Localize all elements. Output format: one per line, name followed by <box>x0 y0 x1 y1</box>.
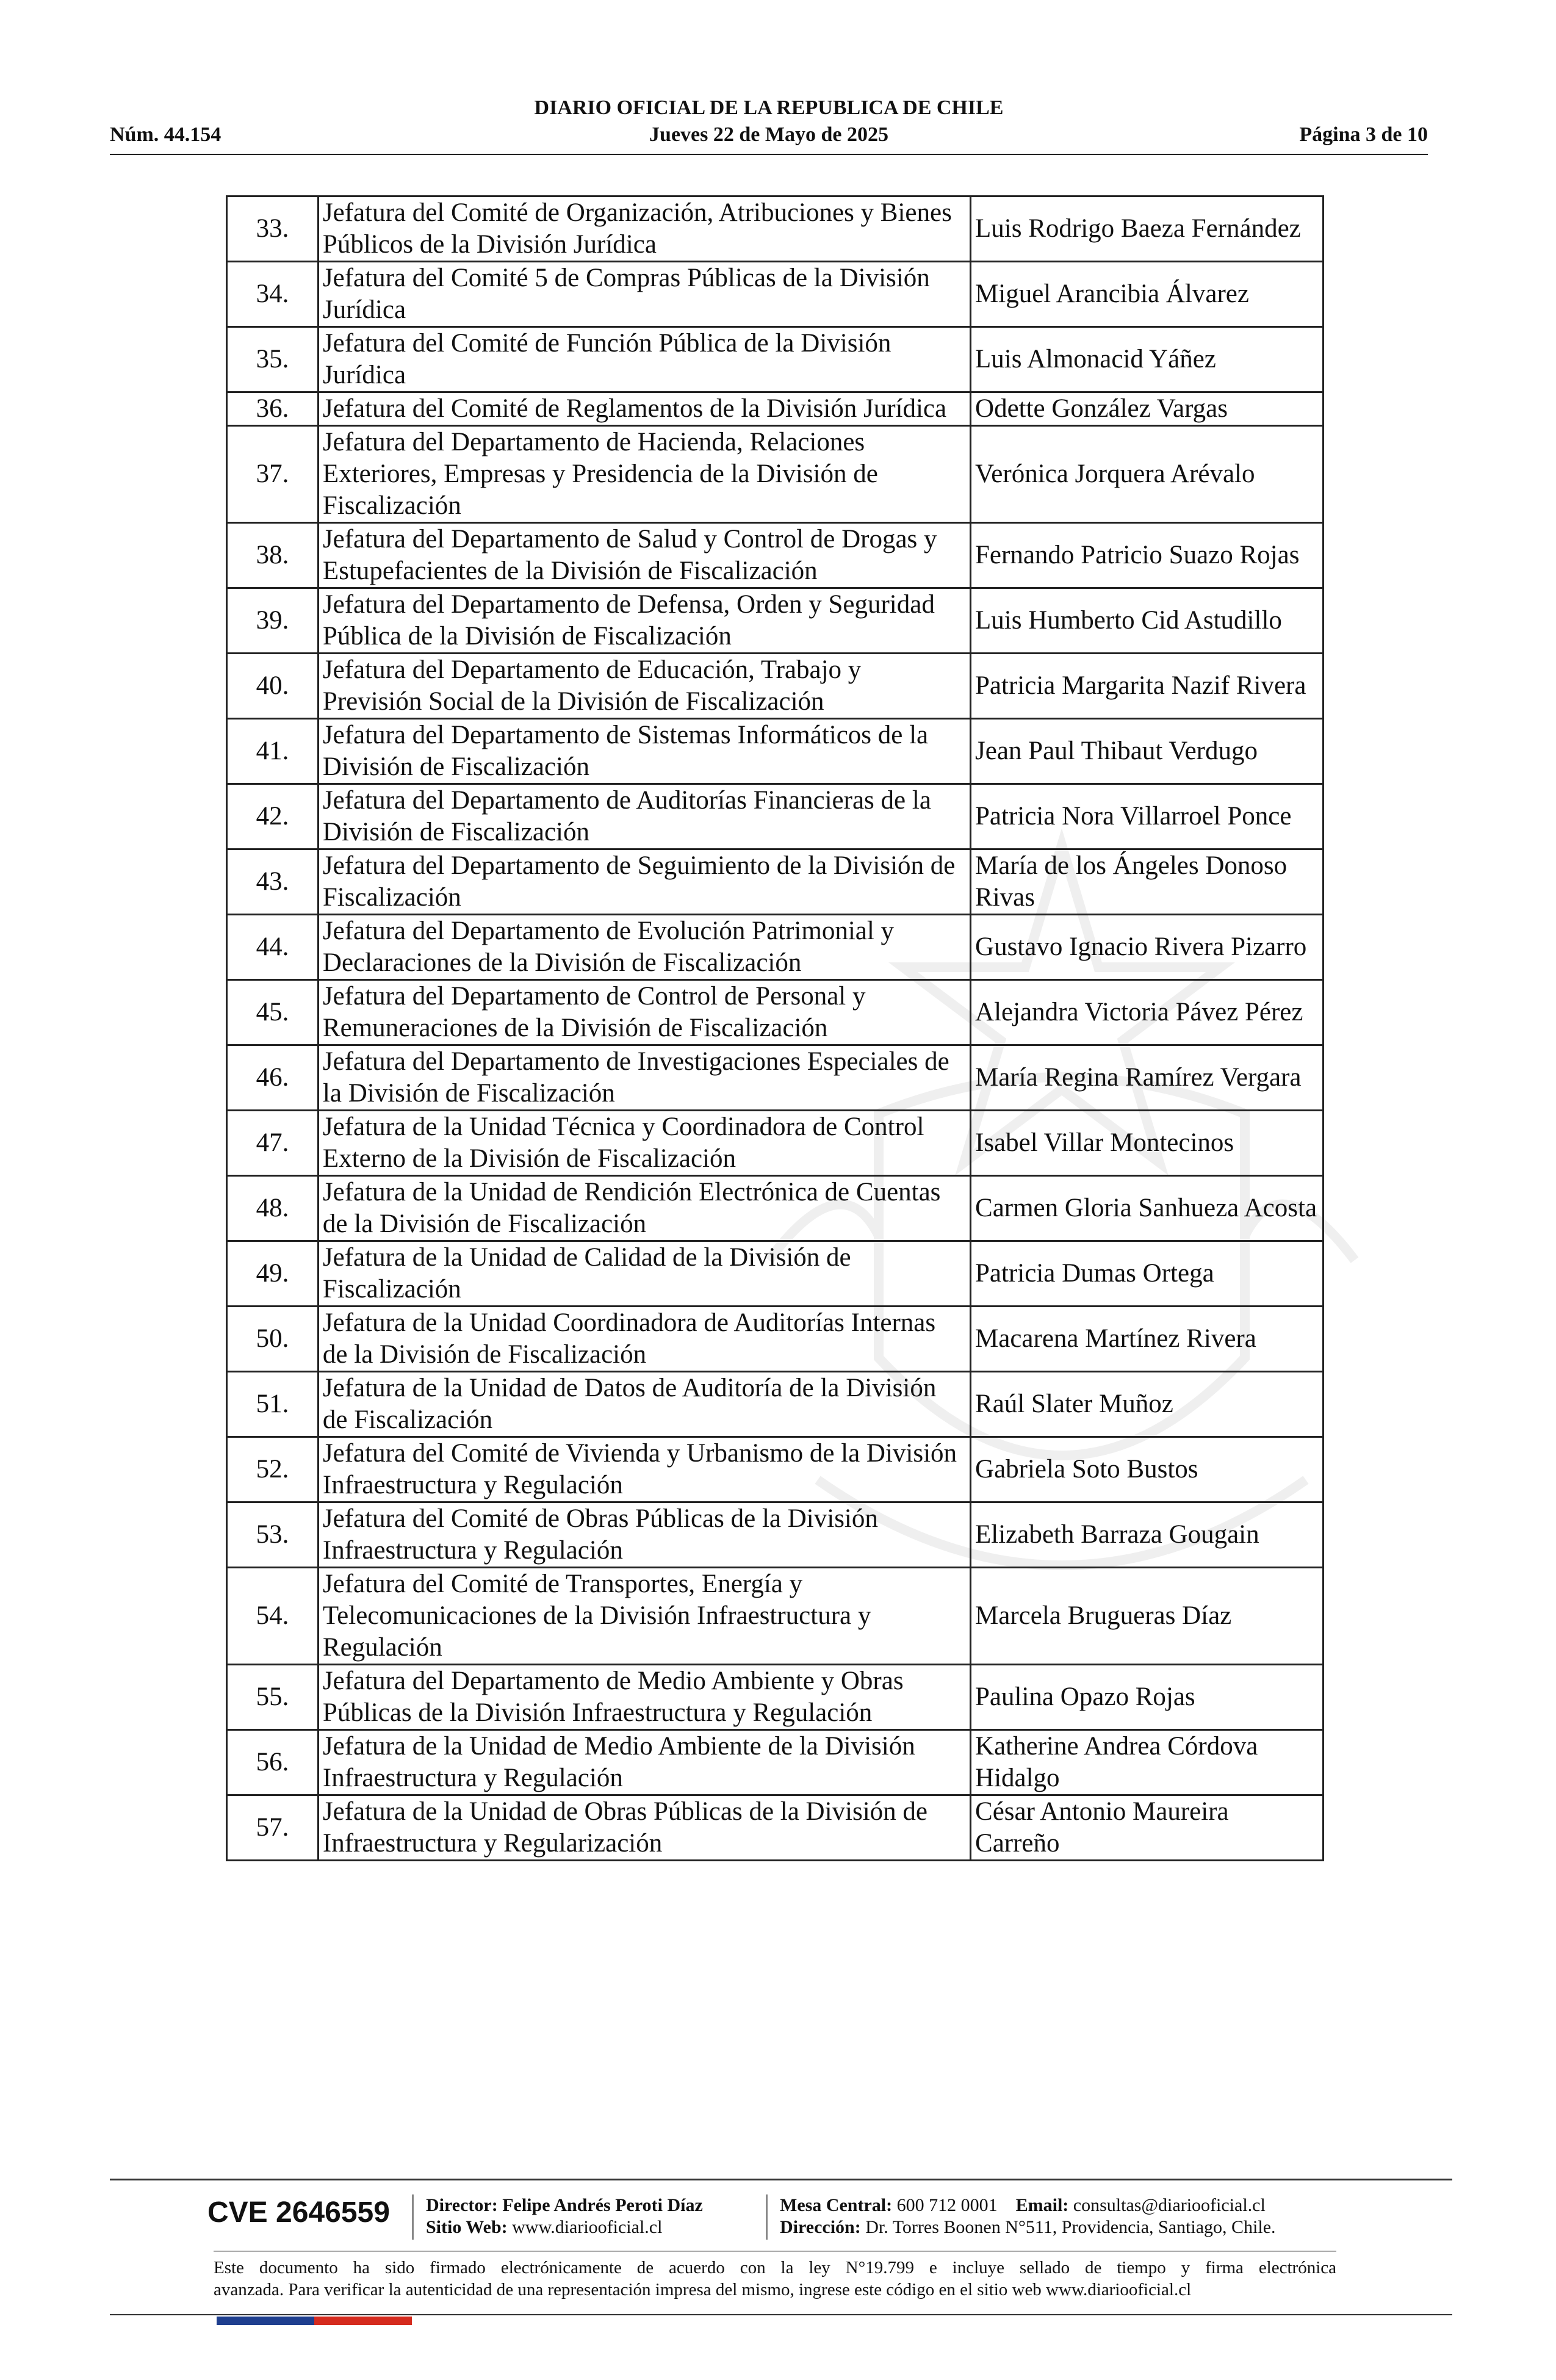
office-title: Jefatura del Departamento de Salud y Control de Drogas y Estupefacientes de la División de Fiscalización <box>318 523 970 588</box>
table-row <box>227 197 1324 262</box>
appointee-name: Fernando Patricio Suazo Rojas <box>971 523 1324 588</box>
office-title: Jefatura del Comité 5 de Compras Públicas de la División Jurídica <box>318 262 970 327</box>
page-indicator: Página 3 de 10 <box>1299 123 1428 146</box>
appointments-table-body <box>227 197 1324 1861</box>
address-text: Dr. Torres Boonen N°511, Providencia, Santiago, Chile. <box>865 2217 1276 2237</box>
office-title: Jefatura del Departamento de Defensa, Orden y Seguridad Pública de la División de Fiscalización <box>318 588 970 654</box>
table-row <box>227 1176 1324 1241</box>
office-title: Jefatura del Departamento de Auditorías Financieras de la División de Fiscalización <box>318 784 970 849</box>
appointee-name: Luis Humberto Cid Astudillo <box>971 588 1324 654</box>
address-label: Dirección: <box>780 2217 861 2237</box>
office-title: Jefatura del Departamento de Evolución Patrimonial y Declaraciones de la División de Fiscalización <box>318 915 970 980</box>
flag-color-strip <box>217 2317 412 2325</box>
appointee-name: María Regina Ramírez Vergara <box>971 1045 1324 1111</box>
flag-blue-segment <box>217 2317 314 2325</box>
table-row <box>227 1045 1324 1111</box>
office-title: Jefatura del Departamento de Seguimiento de la División de Fiscalización <box>318 849 970 915</box>
phone-number: 600 712 0001 <box>896 2195 998 2215</box>
appointee-name: Isabel Villar Montecinos <box>971 1111 1324 1176</box>
table-row <box>227 1502 1324 1568</box>
table-row <box>227 915 1324 980</box>
director-name: Felipe Andrés Peroti Díaz <box>502 2195 703 2215</box>
appointee-name: Odette González Vargas <box>971 392 1324 426</box>
office-title: Jefatura del Departamento de Investigaciones Especiales de la División de Fiscalización <box>318 1045 970 1111</box>
appointee-name: Miguel Arancibia Álvarez <box>971 262 1324 327</box>
header-divider <box>110 154 1428 155</box>
row-number: 53. <box>227 1502 319 1568</box>
footer-mid-divider <box>214 2251 1336 2252</box>
appointee-name: Patricia Margarita Nazif Rivera <box>971 654 1324 719</box>
appointee-name: Carmen Gloria Sanhueza Acosta <box>971 1176 1324 1241</box>
office-title: Jefatura del Departamento de Medio Ambiente y Obras Públicas de la División Infraestructura y Regulación <box>318 1665 970 1730</box>
website-label: Sitio Web: <box>426 2217 508 2237</box>
table-row <box>227 719 1324 784</box>
appointee-name: Katherine Andrea Córdova Hidalgo <box>971 1730 1324 1795</box>
office-title: Jefatura de la Unidad de Obras Públicas de la División de Infraestructura y Regularización <box>318 1795 970 1861</box>
table-row <box>227 784 1324 849</box>
row-number: 34. <box>227 262 319 327</box>
row-number: 36. <box>227 392 319 426</box>
office-title: Jefatura del Comité de Obras Públicas de la División Infraestructura y Regulación <box>318 1502 970 1568</box>
table-row <box>227 849 1324 915</box>
table-row <box>227 1665 1324 1730</box>
office-title: Jefatura del Comité de Transportes, Energía y Telecomunicaciones de la División Infraestructura y Regulación <box>318 1568 970 1665</box>
table-row <box>227 1241 1324 1307</box>
row-number: 52. <box>227 1437 319 1502</box>
footer-separator <box>412 2194 414 2240</box>
page-header <box>110 92 1428 159</box>
row-number: 49. <box>227 1241 319 1307</box>
office-title: Jefatura del Departamento de Educación, Trabajo y Previsión Social de la División de Fiscalización <box>318 654 970 719</box>
email-link[interactable]: consultas@diariooficial.cl <box>1073 2195 1266 2215</box>
row-number: 42. <box>227 784 319 849</box>
row-number: 48. <box>227 1176 319 1241</box>
table-row <box>227 262 1324 327</box>
appointee-name: Paulina Opazo Rojas <box>971 1665 1324 1730</box>
row-number: 50. <box>227 1307 319 1372</box>
table-row <box>227 1795 1324 1861</box>
appointee-name: Patricia Dumas Ortega <box>971 1241 1324 1307</box>
row-number: 37. <box>227 426 319 523</box>
appointee-name: Gabriela Soto Bustos <box>971 1437 1324 1502</box>
signature-notice-line-2: avanzada. Para verificar la autenticidad de una representación impresa del mismo, ingrese este código en el sitio web www.diariooficial.cl <box>214 2280 1192 2299</box>
table-row <box>227 588 1324 654</box>
row-number: 45. <box>227 980 319 1045</box>
office-title: Jefatura de la Unidad de Medio Ambiente de la División Infraestructura y Regulación <box>318 1730 970 1795</box>
office-title: Jefatura del Comité de Organización, Atribuciones y Bienes Públicos de la División Jurídica <box>318 197 970 262</box>
issue-number: Núm. 44.154 <box>110 123 222 146</box>
office-title: Jefatura de la Unidad de Calidad de la División de Fiscalización <box>318 1241 970 1307</box>
row-number: 44. <box>227 915 319 980</box>
row-number: 33. <box>227 197 319 262</box>
appointee-name: Luis Rodrigo Baeza Fernández <box>971 197 1324 262</box>
table-row <box>227 654 1324 719</box>
row-number: 51. <box>227 1372 319 1437</box>
appointee-name: Elizabeth Barraza Gougain <box>971 1502 1324 1568</box>
row-number: 46. <box>227 1045 319 1111</box>
table-row <box>227 327 1324 392</box>
flag-red-segment <box>314 2317 412 2325</box>
appointee-name: María de los Ángeles Donoso Rivas <box>971 849 1324 915</box>
footer-separator <box>766 2194 768 2240</box>
row-number: 55. <box>227 1665 319 1730</box>
row-number: 54. <box>227 1568 319 1665</box>
footer-bottom-divider <box>110 2314 1452 2315</box>
appointments-table <box>226 195 1324 1861</box>
appointee-name: Macarena Martínez Rivera <box>971 1307 1324 1372</box>
row-number: 47. <box>227 1111 319 1176</box>
appointee-name: César Antonio Maureira Carreño <box>971 1795 1324 1861</box>
table-row <box>227 426 1324 523</box>
director-label: Director: <box>426 2195 498 2215</box>
appointee-name: Verónica Jorquera Arévalo <box>971 426 1324 523</box>
table-row <box>227 1730 1324 1795</box>
row-number: 43. <box>227 849 319 915</box>
office-title: Jefatura del Departamento de Hacienda, Relaciones Exteriores, Empresas y Presidencia de la División de Fiscalización <box>318 426 970 523</box>
row-number: 41. <box>227 719 319 784</box>
table-row <box>227 1437 1324 1502</box>
appointee-name: Gustavo Ignacio Rivera Pizarro <box>971 915 1324 980</box>
footer-top-divider <box>110 2179 1452 2180</box>
office-title: Jefatura del Comité de Vivienda y Urbanismo de la División Infraestructura y Regulación <box>318 1437 970 1502</box>
office-title: Jefatura del Comité de Función Pública de la División Jurídica <box>318 327 970 392</box>
row-number: 35. <box>227 327 319 392</box>
office-title: Jefatura de la Unidad de Datos de Auditoría de la División de Fiscalización <box>318 1372 970 1437</box>
appointee-name: Alejandra Victoria Pávez Pérez <box>971 980 1324 1045</box>
appointee-name: Jean Paul Thibaut Verdugo <box>971 719 1324 784</box>
issue-date: Jueves 22 de Mayo de 2025 <box>649 123 888 146</box>
signature-notice-line-1: Este documento ha sido firmado electrónicamente de acuerdo con la ley N°19.799 e incluye sellado de tiempo y firma electrónica <box>214 2258 1336 2277</box>
table-row <box>227 1372 1324 1437</box>
appointee-name: Marcela Brugueras Díaz <box>971 1568 1324 1665</box>
row-number: 39. <box>227 588 319 654</box>
table-row <box>227 523 1324 588</box>
row-number: 38. <box>227 523 319 588</box>
table-row <box>227 1307 1324 1372</box>
table-row <box>227 1111 1324 1176</box>
table-row <box>227 980 1324 1045</box>
office-title: Jefatura de la Unidad Técnica y Coordinadora de Control Externo de la División de Fiscalización <box>318 1111 970 1176</box>
table-row <box>227 1568 1324 1665</box>
phone-label: Mesa Central: <box>780 2195 893 2215</box>
row-number: 40. <box>227 654 319 719</box>
cve-code: CVE 2646559 <box>207 2196 390 2229</box>
appointee-name: Patricia Nora Villarroel Ponce <box>971 784 1324 849</box>
table-row <box>227 392 1324 426</box>
office-title: Jefatura del Departamento de Control de Personal y Remuneraciones de la División de Fiscalización <box>318 980 970 1045</box>
row-number: 57. <box>227 1795 319 1861</box>
website-link[interactable]: www.diariooficial.cl <box>512 2217 663 2237</box>
email-label: Email: <box>1015 2195 1069 2215</box>
appointee-name: Raúl Slater Muñoz <box>971 1372 1324 1437</box>
row-number: 56. <box>227 1730 319 1795</box>
appointee-name: Luis Almonacid Yáñez <box>971 327 1324 392</box>
office-title: Jefatura del Comité de Reglamentos de la División Jurídica <box>318 392 970 426</box>
director-block <box>426 2194 703 2238</box>
office-title: Jefatura de la Unidad Coordinadora de Auditorías Internas de la División de Fiscalización <box>318 1307 970 1372</box>
office-title: Jefatura de la Unidad de Rendición Electrónica de Cuentas de la División de Fiscalización <box>318 1176 970 1241</box>
publication-title: DIARIO OFICIAL DE LA REPUBLICA DE CHILE <box>534 96 1004 119</box>
contact-block <box>780 2194 1276 2238</box>
office-title: Jefatura del Departamento de Sistemas Informáticos de la División de Fiscalización <box>318 719 970 784</box>
